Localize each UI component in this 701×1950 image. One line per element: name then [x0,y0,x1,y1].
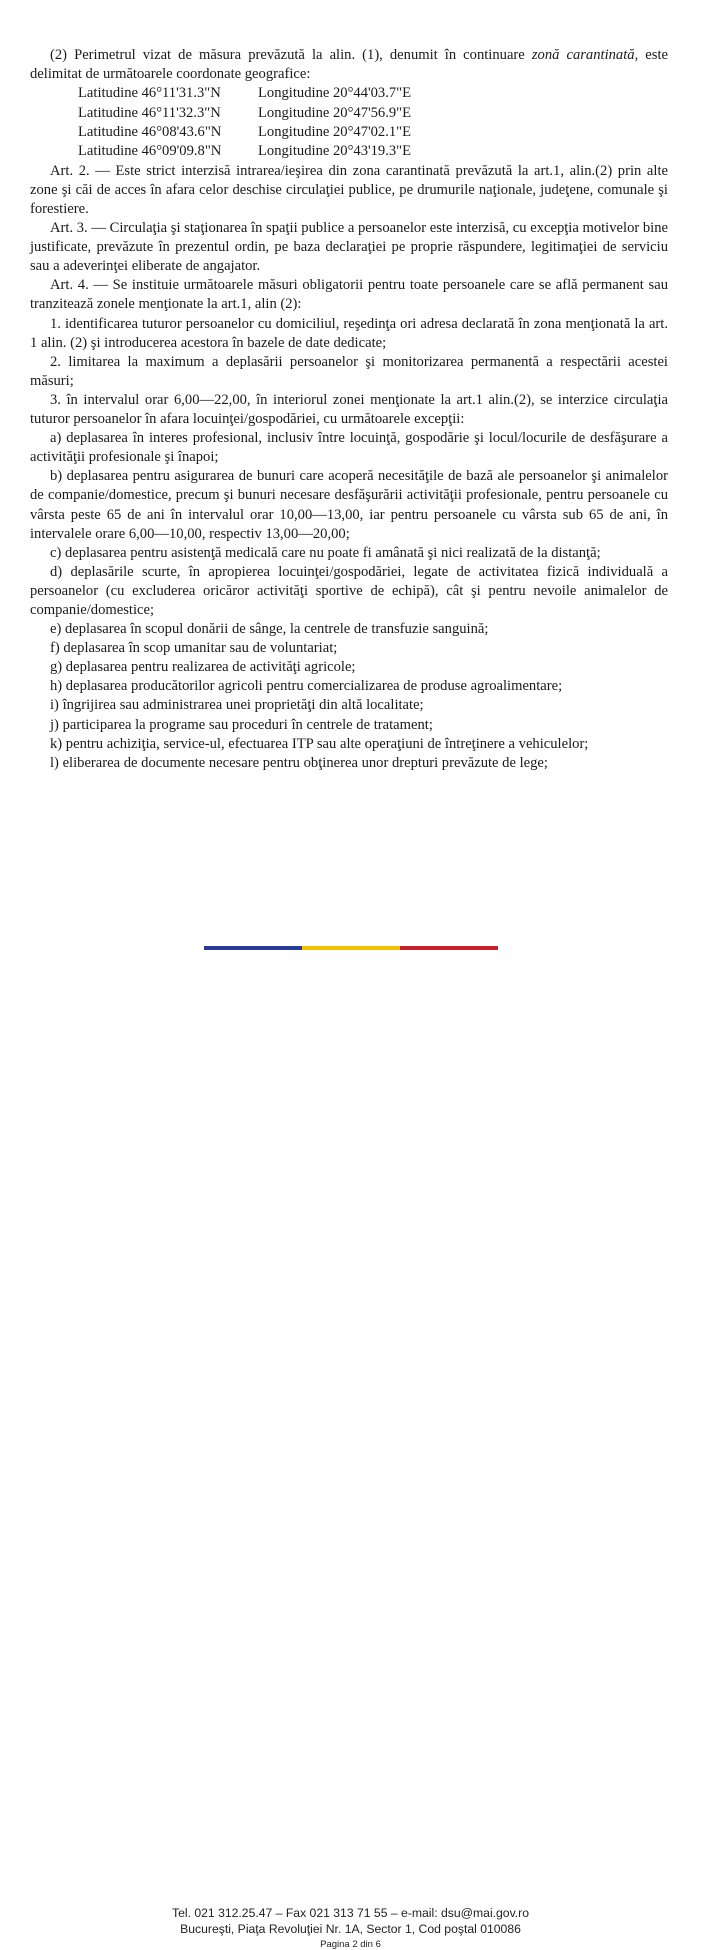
coordinate-row [78,84,668,103]
paragraph-perimeter-text: (2) Perimetrul vizat de măsura prevăzută la alin. (1), denumit în continuare [50,47,532,63]
footer-address: Bucureşti, Piaţa Revoluţiei Nr. 1A, Sector 1, Cod poştal 010086 [180,1922,521,1936]
coordinate-latitude: Latitudine 46°08'43.6"N [78,124,222,140]
coordinate-longitude: Longitudine 20°44'03.7"E [258,85,412,102]
coordinate-list [78,84,668,162]
paragraph-perimeter-emphasis: zonă carantinată [531,47,635,63]
article-4: Art. 4. — Se instituie următoarele măsuri obligatorii pentru toate persoanele care se află permanent sau tranzitează zonele menţionate la art.1, alin (2): [30,277,668,313]
exception-item-b: b) deplasarea pentru asigurarea de bunuri care acoperă necesităţile de bază ale persoanelor şi animalelor de companie/domestice, precum şi bunuri necesare desfăşurării activităţii profesionale, pentru persoanele cu vârsta peste 65 de ani în intervalul orar 10,00—13,00, iar pentru persoanele cu vârsta sub 65 de ani, în intervalele orare 6,00—10,00, respectiv 13,00—20,00; [30,468,668,542]
coordinate-latitude: Latitudine 46°09'09.8"N [78,143,222,160]
coordinate-longitude: Longitudine 20°47'56.9"E [258,104,412,121]
article-2: Art. 2. — Este strict interzisă intrarea/ieşirea din zona carantinată prevăzută la art.1, alin.(2) prin alte zone şi căi de acces în afara celor deschise circulaţiei publice, pe drumurile naţionale, judeţene, comunale şi forestiere. [30,162,668,217]
article-4-point-1: 1. identificarea tuturor persoanelor cu domiciliul, reşedinţa ori adresa declarată în zona menţionată la art. 1 alin. (2) şi introducerea acestora în bazele de date dedicate; [30,315,668,351]
exception-item-f: f) deplasarea în scop umanitar sau de voluntariat; [50,640,338,657]
coordinate-row [78,123,668,142]
paragraph-perimeter-text-end: , este delimitat de următoarele coordonate geografice: [30,47,668,83]
footer-contact: Tel. 021 312.25.47 – Fax 021 313 71 55 – e-mail: dsu@mai.gov.ro [172,1906,529,1920]
article-4-point-3: 3. în intervalul orar 6,00—22,00, în interiorul zonei menţionate la art.1 alin.(2), se interzice circulaţia tuturor persoanelor în afara locuinţei/gospodăriei, cu următoarele excepţii: [30,391,668,428]
exception-item-g: g) deplasarea pentru realizarea de activităţi agricole; [50,659,356,676]
footer-page-number: Pagina 2 din 6 [320,1939,381,1950]
document-body [30,46,668,773]
coordinate-latitude: Latitudine 46°11'31.3"N [78,85,221,102]
coordinate-row [78,142,668,161]
exception-item-e: e) deplasarea în scopul donării de sânge, la centrele de transfuzie sanguină; [50,621,489,638]
exception-item-h: h) deplasarea producătorilor agricoli pentru comercializarea de produse agroalimentare; [50,678,563,695]
paragraph-perimeter [30,46,668,84]
article-4-point-2: 2. limitarea la maximum a deplasării persoanelor şi monitorizarea permanentă a respectării acestei măsuri; [30,353,668,389]
exception-item-j: j) participarea la programe sau proceduri în centrele de tratament; [50,716,433,733]
coordinate-longitude: Longitudine 20°43'19.3"E [258,143,412,160]
tricolor-blue-band [204,946,302,950]
coordinate-latitude: Latitudine 46°11'32.3"N [78,104,221,121]
exception-item-a: a) deplasarea în interes profesional, inclusiv între locuinţă, gospodărie şi locul/locurile de desfăşurare a activităţii profesionale şi înapoi; [30,430,668,466]
tricolor-yellow-band [302,946,400,950]
exception-item-k: k) pentru achiziţia, service-ul, efectuarea ITP sau alte operaţiuni de întreţinere a vehiculelor; [50,735,589,752]
coordinate-longitude: Longitudine 20°47'02.1"E [258,124,412,140]
exception-item-i: i) îngrijirea sau administrarea unei proprietăţi din altă localitate; [50,697,424,714]
tricolor-red-band [400,946,498,950]
exception-item-c: c) deplasarea pentru asistenţă medicală care nu poate fi amânată şi nici realizată de la distanţă; [50,544,601,561]
article-3: Art. 3. — Circulaţia şi staţionarea în spaţii publice a persoanelor este interzisă, cu excepţia motivelor bine justificate, prevăzute în prezentul ordin, pe baza declaraţiei pe proprie răspundere, legitimaţiei de serviciu sau a adeverinţei eliberate de angajator. [30,220,668,275]
exception-item-d: d) deplasările scurte, în apropierea locuinţei/gospodăriei, legate de activitatea fizică individuală a persoanelor (cu excluderea oricăror activităţi sportive de echipă), cât şi pentru nevoile animalelor de companie/domestice; [30,563,668,618]
tricolor-divider [204,946,498,950]
coordinate-row [78,104,668,123]
exception-item-l: l) eliberarea de documente necesare pentru obţinerea unor drepturi prevăzute de lege; [50,754,548,771]
